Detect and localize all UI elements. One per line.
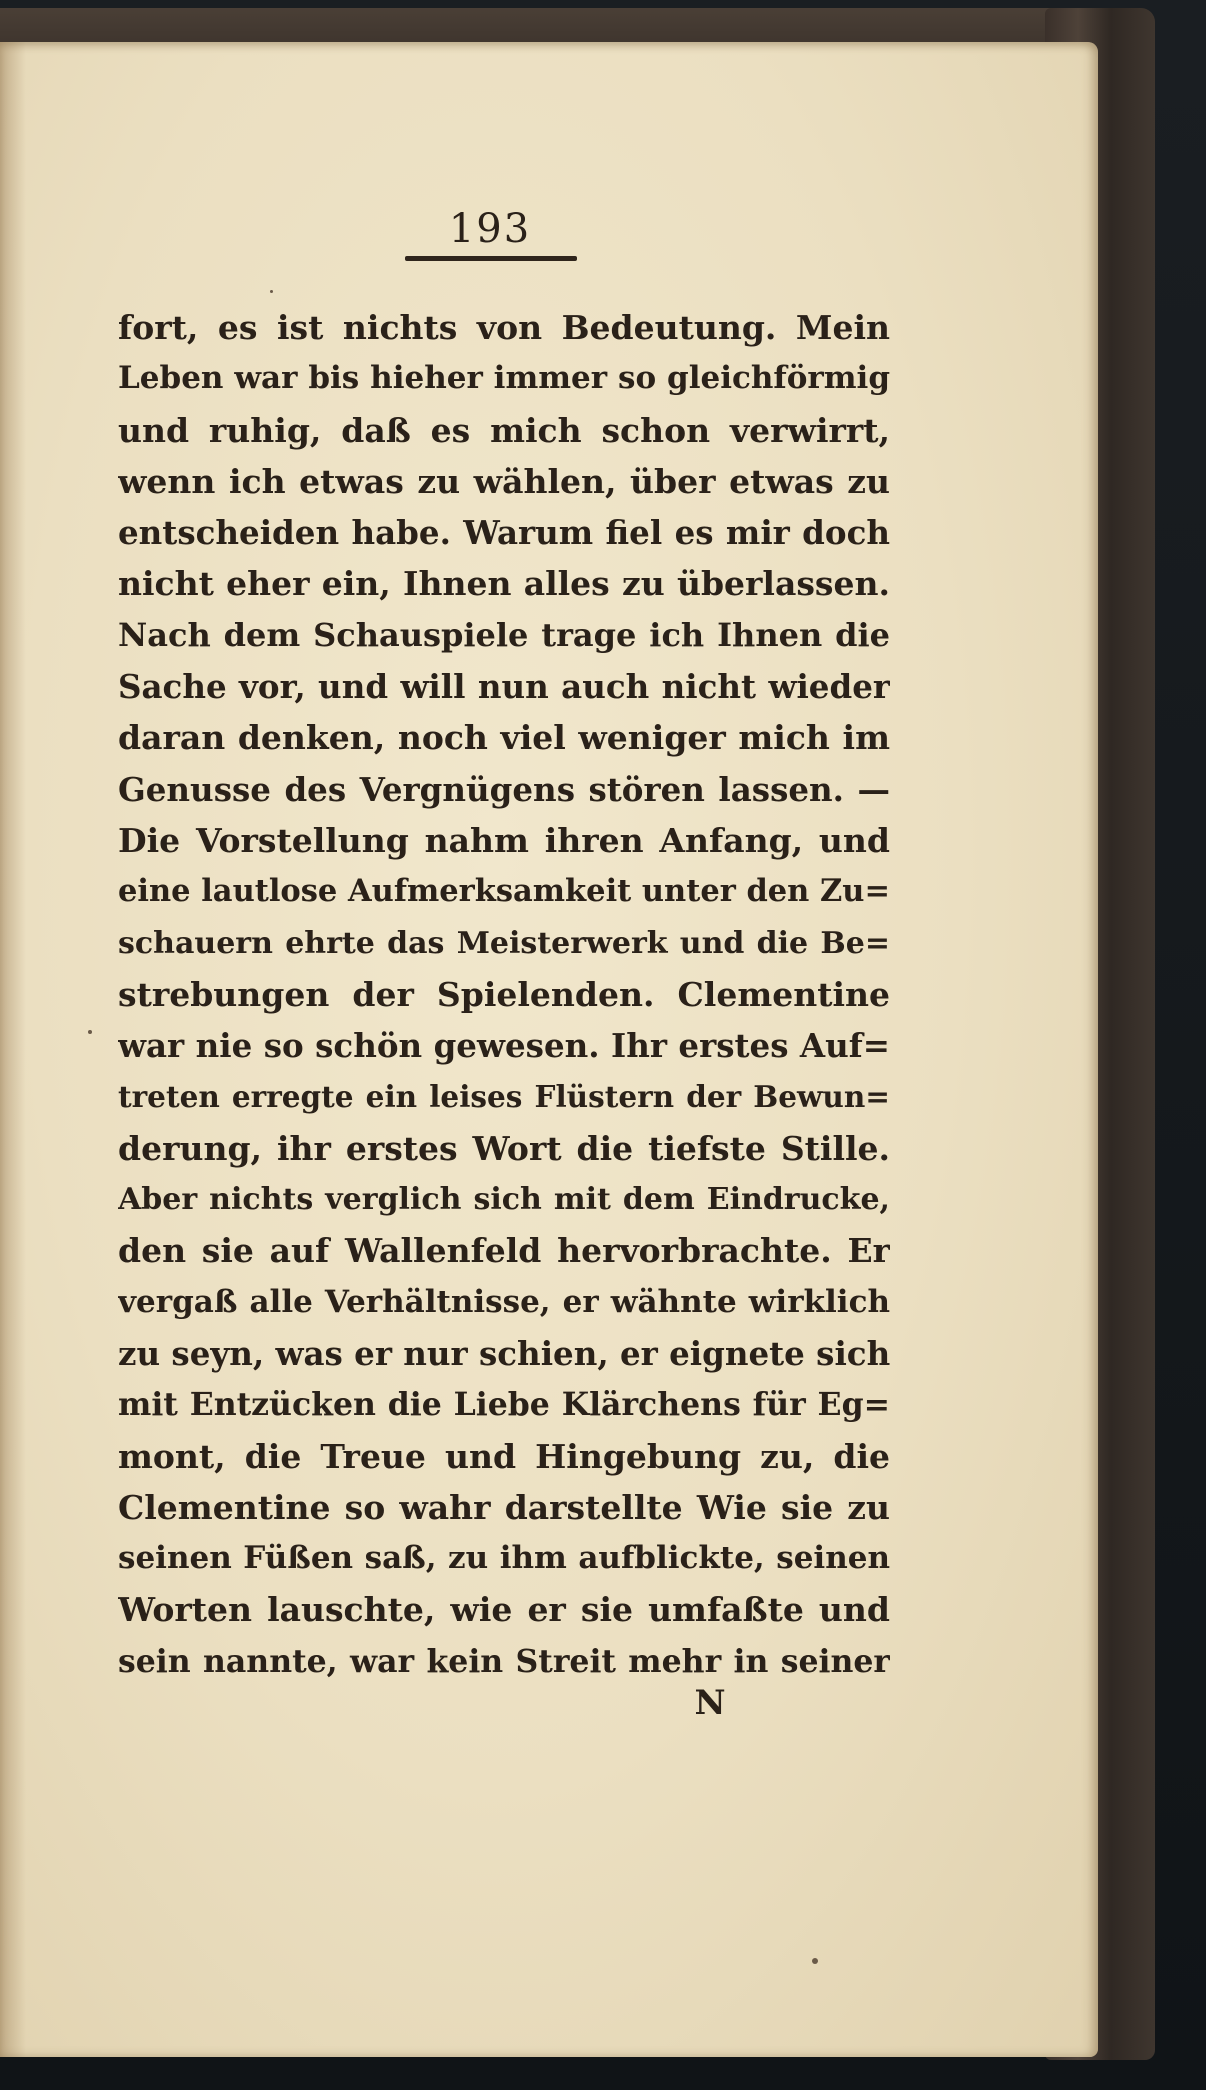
text-line: zu seyn, was er nur schien, er eignete sich <box>118 1333 890 1373</box>
page-gutter-shadow <box>0 42 26 2057</box>
body-text <box>118 302 890 1687</box>
text-line: und ruhig, daß es mich schon verwirrt, <box>118 410 890 450</box>
text-line: Clementine so wahr darstellte Wie sie zu <box>118 1487 890 1527</box>
paper-speck <box>812 1958 818 1964</box>
text-line: den sie auf Wallenfeld hervorbrachte. Er <box>118 1231 890 1271</box>
header-rule <box>405 256 577 261</box>
text-line: treten erregte ein leises Flüstern der Bewun= <box>118 1079 890 1115</box>
text-line: Genusse des Vergnügens stören lassen. — <box>118 769 890 809</box>
text-line: schauern ehrte das Meisterwerk und die Be= <box>118 925 890 961</box>
text-line: war nie so schön gewesen. Ihr erstes Auf= <box>118 1026 890 1066</box>
text-line: mont, die Treue und Hingebung zu, die <box>118 1436 890 1476</box>
text-line: entscheiden habe. Warum fiel es mir doch <box>118 513 890 553</box>
text-line: mit Entzücken die Liebe Klärchens für Eg= <box>118 1386 890 1424</box>
text-line: daran denken, noch viel weniger mich im <box>118 718 890 758</box>
page-number: 193 <box>448 206 532 252</box>
catchword: N <box>694 1683 726 1723</box>
paper-speck <box>270 290 273 293</box>
text-line: Die Vorstellung nahm ihren Anfang, und <box>118 820 890 860</box>
text-line: Sache vor, und will nun auch nicht wieder <box>118 667 890 707</box>
text-line: fort, es ist nichts von Bedeutung. Mein <box>118 308 890 347</box>
paper-speck <box>88 1030 92 1034</box>
text-line: nicht eher ein, Ihnen alles zu überlassen. <box>118 564 890 604</box>
text-line: Nach dem Schauspiele trage ich Ihnen die <box>118 615 890 654</box>
text-line: seinen Füßen saß, zu ihm aufblickte, seinen <box>118 1540 890 1577</box>
text-line: sein nannte, war kein Streit mehr in seiner <box>118 1642 890 1680</box>
text-line: Worten lauschte, wie er sie umfaßte und <box>118 1590 890 1630</box>
text-line: strebungen der Spielenden. Clementine <box>118 974 890 1014</box>
text-line: Leben war bis hieher immer so gleichförmig <box>118 360 890 397</box>
text-line: vergaß alle Verhältnisse, er wähnte wirklich <box>118 1283 890 1320</box>
text-line: eine lautlose Aufmerksamkeit unter den Zu= <box>118 873 890 910</box>
text-line: wenn ich etwas zu wählen, über etwas zu <box>118 461 890 501</box>
text-line: derung, ihr erstes Wort die tiefste Stille. <box>118 1128 890 1168</box>
text-line: Aber nichts verglich sich mit dem Eindrucke, <box>118 1182 890 1218</box>
